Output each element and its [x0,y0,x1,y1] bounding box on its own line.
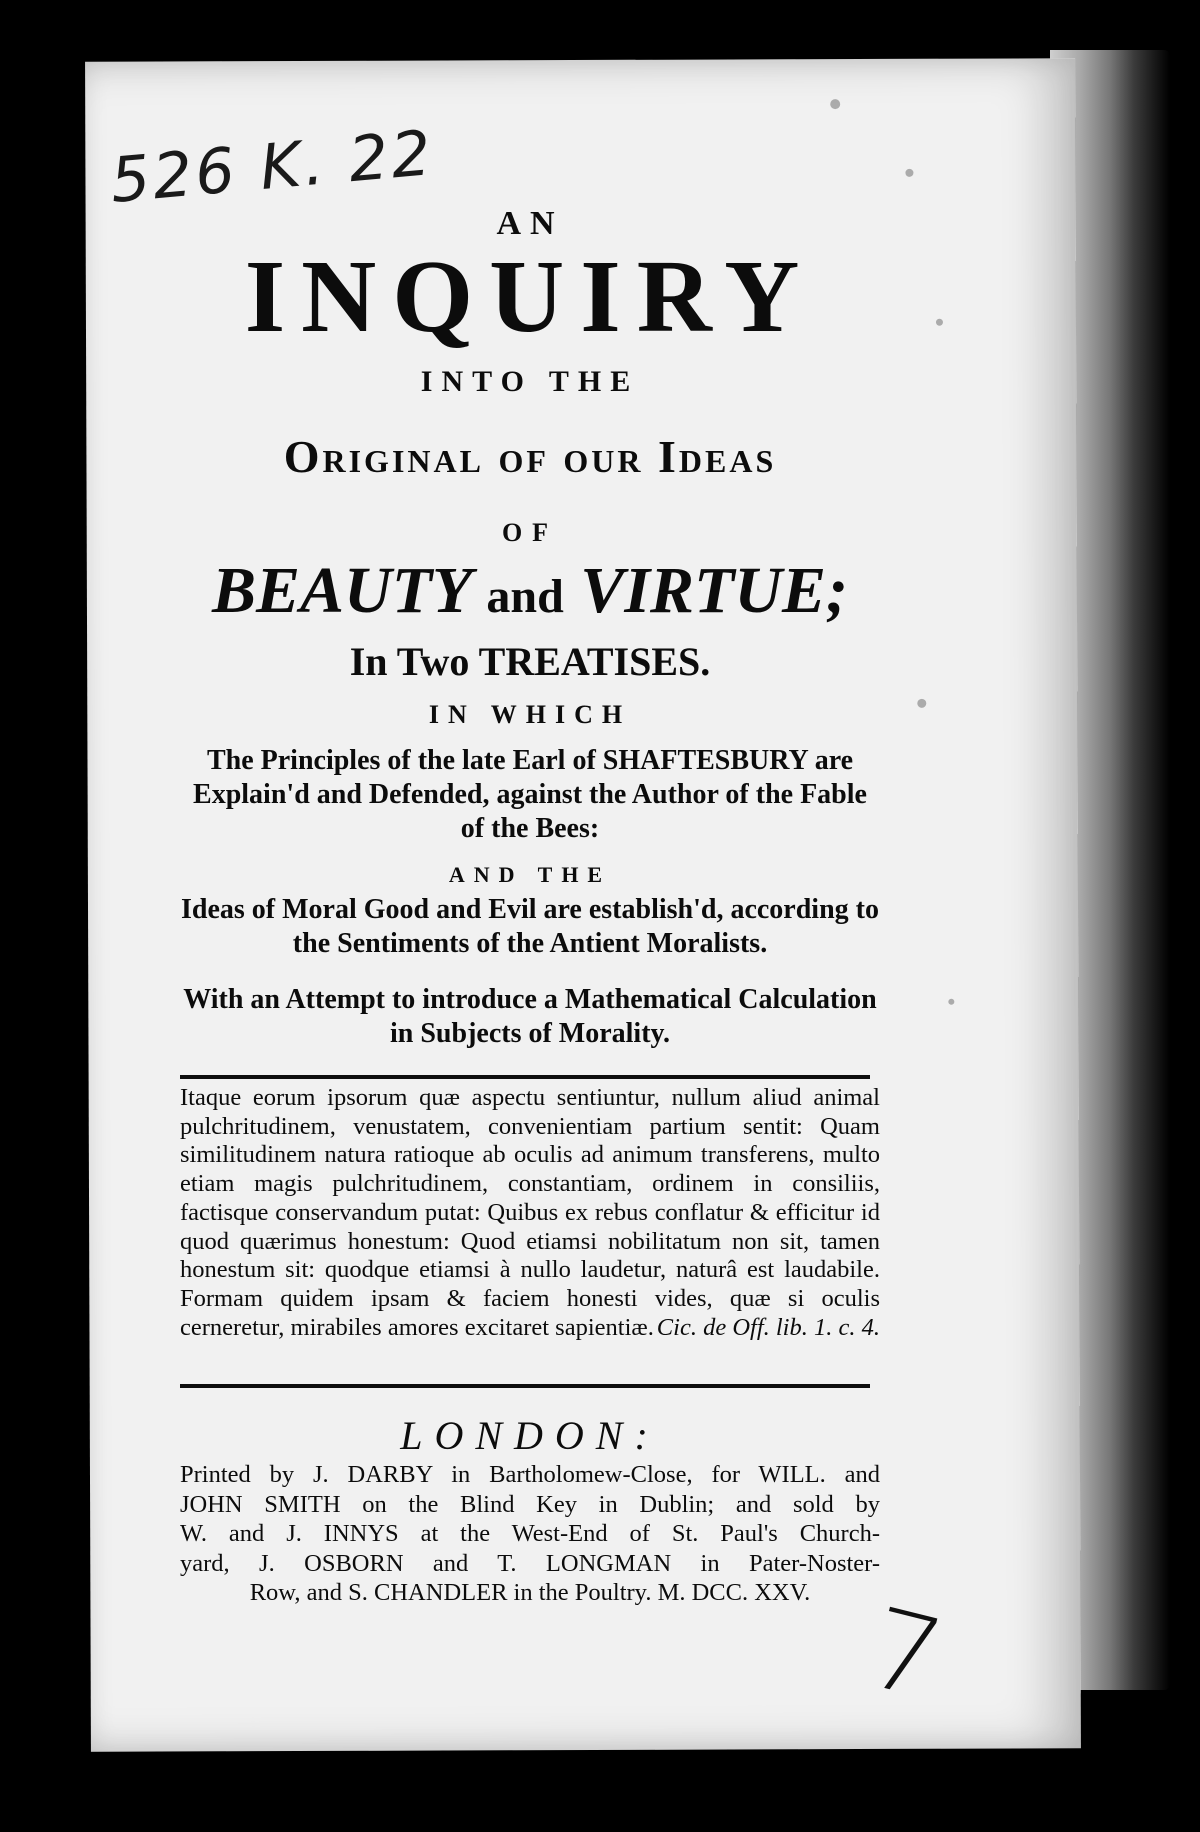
page-number-annotation: 7 [855,1583,955,1725]
principles-paragraph: The Principles of the late Earl of SHAFTESBURY are Explain'd and Defended, against the Author of the Fable of the Bees: [193,745,867,844]
title-in-which: IN WHICH [428,700,632,729]
imprint-line: W. and J. INNYS at the West-End of St. Paul's Church- [180,1520,880,1547]
title-beauty-virtue [180,553,880,629]
ink-spot [830,99,840,109]
rule-above-epigraph [180,1075,870,1079]
imprint-city: LONDON: [400,1413,660,1458]
main-title: INQUIRY [244,239,816,354]
title-treatises: In Two TREATISES. [349,639,711,684]
epigraph-citation: Cic. de Off. lib. 1. c. 4. [656,1313,880,1341]
ink-spot [936,319,943,326]
title-virtue: VIRTUE; [580,554,849,627]
ideas-paragraph: Ideas of Moral Good and Evil are establish'd, according to the Sentiments of the Antient Moralists. [181,894,879,959]
attempt-paragraph: With an Attempt to introduce a Mathematical Calculation in Subjects of Morality. [183,984,877,1049]
epigraph-text: Itaque eorum ipsorum quæ aspectu sentiuntur, nullum aliud animal pulchritudinem, venustatem, convenientiam partium sentit: Quam similitudinem natura ratioque ab oculis ad animum transferens, multo etiam magis pulchritudinem, constantiam, ordinem in consiliis, factisque conservandum putat: Quibus ex rebus conflatur & efficitur id quod quærimus honestum: Quod etiamsi nobilitatum non sit, tamen honestum sit: quodque etiamsi à nullo laudetur, naturâ est laudabile. Formam quidem ipsam & faciem honesti vides, quæ si oculis cerneretur, mirabiles amores excitaret sapientiæ. [180,1084,880,1341]
imprint [180,1460,880,1608]
title-of: OF [501,518,559,547]
shelf-mark-annotation: 526 K. 22 [107,116,437,217]
title-original-line: Original of our Ideas [283,431,777,482]
title-and: and [486,570,564,623]
title-and-the: AND THE [448,862,612,887]
imprint-line: Row, and S. CHANDLER in the Poultry. M. DCC. XXV. [249,1579,811,1606]
title-article: AN [496,205,564,242]
title-into-the: INTO THE [420,365,640,398]
ink-spot [905,169,913,177]
imprint-line: yard, J. OSBORN and T. LONGMAN in Pater-Noster- [180,1549,880,1577]
ink-spot [917,699,926,708]
latin-epigraph [180,1084,880,1342]
imprint-line: Printed by J. DARBY in Bartholomew-Close, for WILL. and [180,1461,880,1488]
title-beauty: BEAUTY [211,554,470,627]
rule-below-epigraph [180,1384,870,1388]
ink-spot [948,999,954,1005]
imprint-line: JOHN SMITH on the Blind Key in Dublin; and sold by [180,1490,880,1518]
